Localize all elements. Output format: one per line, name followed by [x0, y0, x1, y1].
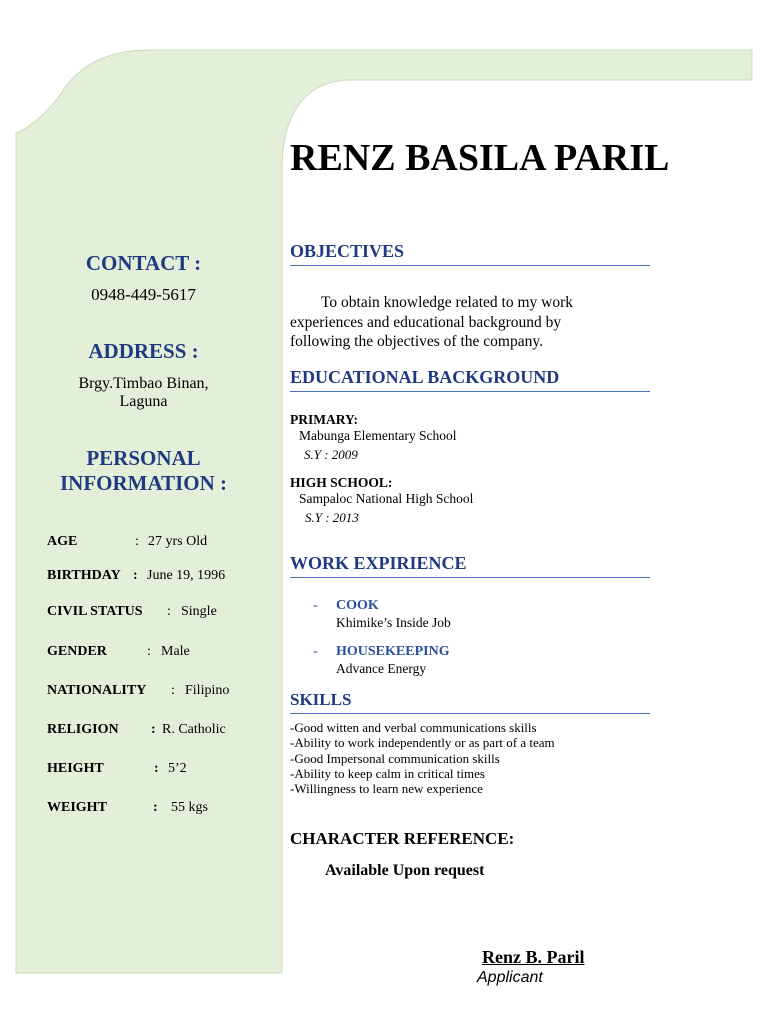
- job-bullet: -: [313, 598, 318, 613]
- hs-sy: S.Y : 2013: [305, 510, 359, 525]
- skill-item: -Good Impersonal communication skills: [290, 750, 500, 766]
- primary-school: Mabunga Elementary School: [299, 428, 457, 443]
- personal-value: 5’2: [168, 761, 187, 776]
- personal-heading-line-1: PERSONAL: [86, 446, 201, 470]
- personal-heading-line-2: INFORMATION :: [59, 471, 227, 495]
- job-place: Khimike’s Inside Job: [336, 615, 451, 630]
- skill-item: -Willingness to learn new experience: [290, 781, 483, 797]
- contact-phone: 0948-449-5617: [91, 285, 196, 304]
- personal-value: 55 kgs: [171, 800, 208, 815]
- personal-value: June 19, 1996: [147, 568, 226, 583]
- objectives-heading: OBJECTIVES: [290, 241, 650, 266]
- signature-name: Renz B. Paril: [482, 947, 585, 967]
- colon: :: [147, 644, 151, 659]
- contact-heading: CONTACT :: [85, 251, 202, 275]
- reference-text: Available Upon request: [325, 862, 485, 879]
- skill-item: -Ability to keep calm in critical times: [290, 765, 485, 781]
- signature-role: Applicant: [477, 969, 543, 986]
- primary-label: PRIMARY:: [290, 412, 359, 427]
- job-title: HOUSEKEEPING: [336, 644, 450, 659]
- work-heading: WORK EXPIRIENCE: [290, 553, 650, 578]
- personal-label: HEIGHT: [47, 761, 104, 776]
- personal-label: GENDER: [47, 644, 107, 659]
- skill-item: -Good witten and verbal communications skills: [290, 720, 537, 735]
- personal-value: R. Catholic: [162, 722, 226, 737]
- hs-label: HIGH SCHOOL:: [290, 475, 393, 490]
- colon: :: [171, 683, 175, 698]
- objectives-line-3: following the objectives of the company.: [290, 333, 543, 350]
- personal-value: Filipino: [185, 683, 230, 698]
- job-place: Advance Energy: [336, 661, 427, 676]
- address-heading: ADDRESS :: [88, 339, 199, 363]
- skill-item: -Ability to work independently or as part of a team: [290, 735, 555, 751]
- skills-list: [290, 720, 650, 796]
- colon: :: [151, 722, 156, 737]
- job-bullet: -: [313, 644, 318, 659]
- colon: :: [135, 534, 139, 549]
- hs-school: Sampaloc National High School: [299, 491, 474, 506]
- job-title: COOK: [336, 598, 379, 613]
- personal-label: AGE: [47, 534, 78, 549]
- primary-sy: S.Y : 2009: [304, 447, 358, 462]
- colon: :: [154, 761, 159, 776]
- personal-label: NATIONALITY: [47, 683, 147, 698]
- personal-value: Single: [181, 604, 217, 619]
- applicant-name: RENZ BASILA PARIL: [290, 137, 670, 179]
- personal-label: RELIGION: [47, 722, 119, 737]
- address-line-1: Brgy.Timbao Binan,: [78, 375, 209, 392]
- colon: :: [167, 604, 171, 619]
- objectives-line-2: experiences and educational background by: [290, 314, 562, 331]
- personal-label: WEIGHT: [47, 800, 107, 815]
- colon: :: [153, 800, 158, 815]
- personal-label: CIVIL STATUS: [47, 604, 143, 619]
- personal-label: BIRTHDAY: [47, 568, 121, 583]
- personal-value: Male: [161, 644, 190, 659]
- education-heading: EDUCATIONAL BACKGROUND: [290, 367, 650, 392]
- reference-heading: CHARACTER REFERENCE:: [290, 829, 515, 848]
- objectives-line-1: To obtain knowledge related to my work: [321, 294, 574, 311]
- skills-heading: SKILLS: [290, 690, 650, 714]
- personal-value: 27 yrs Old: [148, 534, 208, 549]
- colon: :: [133, 568, 138, 583]
- address-line-2: Laguna: [119, 393, 168, 410]
